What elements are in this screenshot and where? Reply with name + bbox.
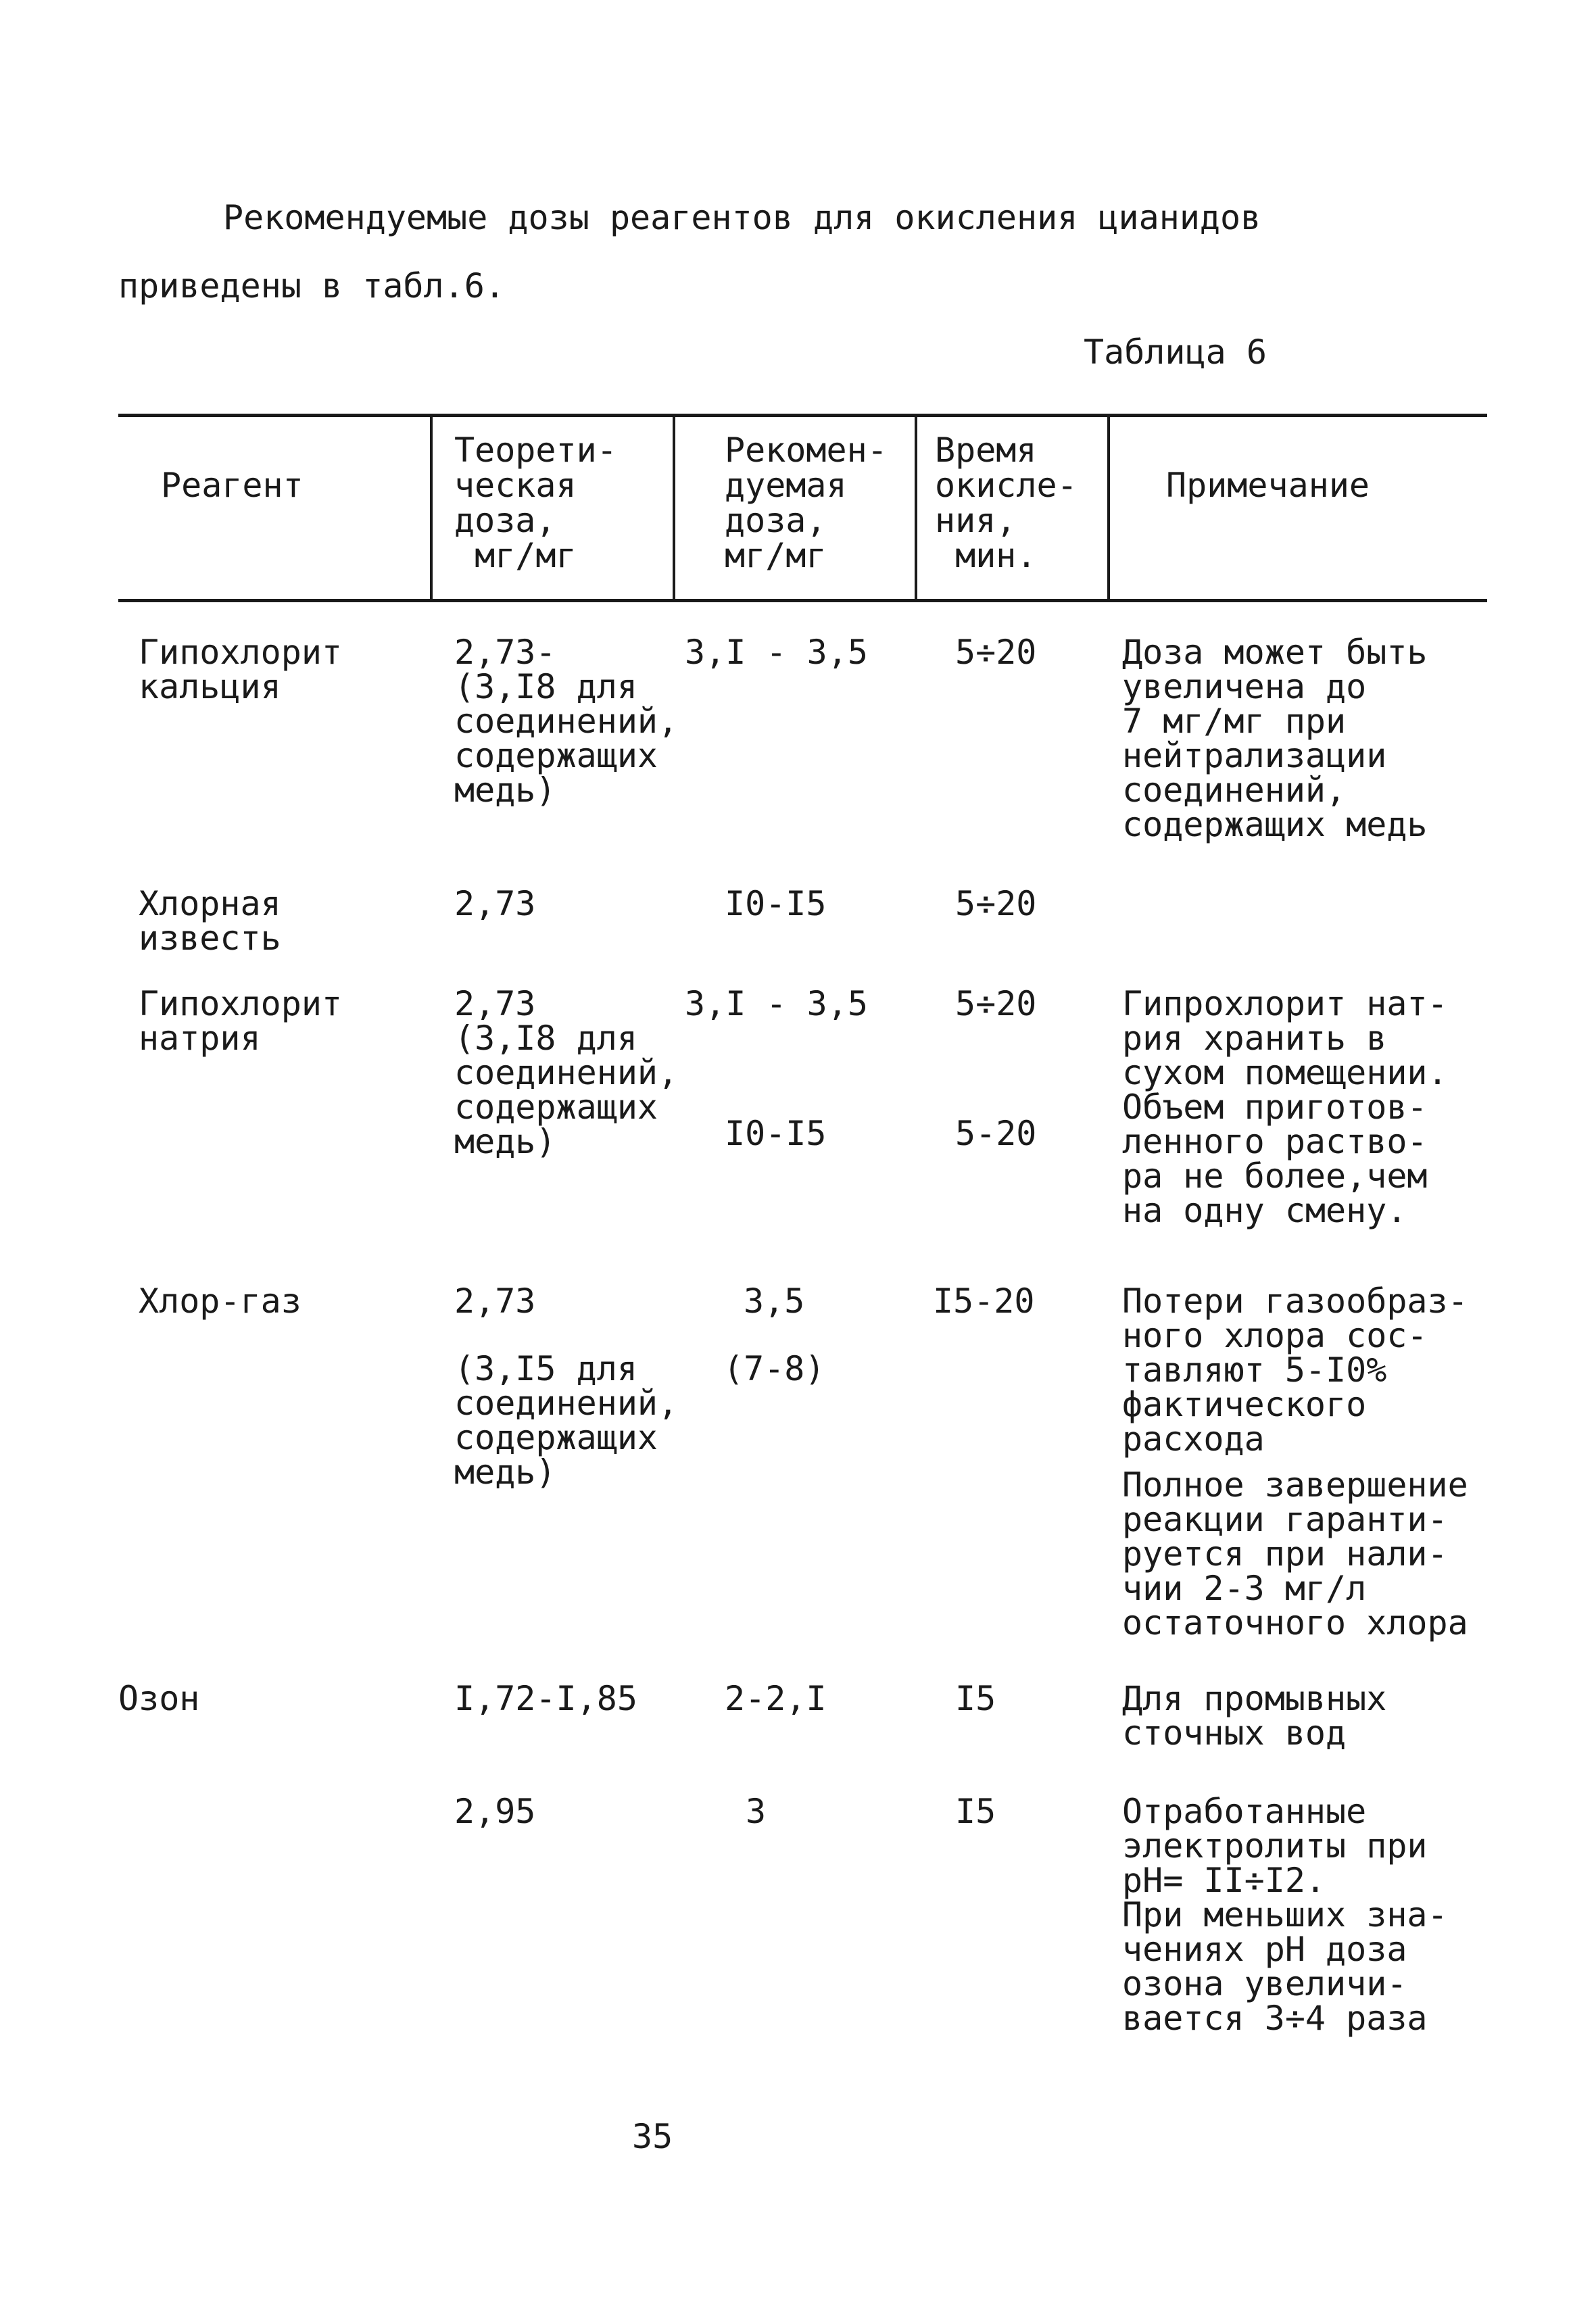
- row-5-note: Для промывных сточных вод: [1122, 1679, 1387, 1753]
- row-4-theoretical-2: (3,I5 для соединений, содержащих медь): [454, 1349, 679, 1492]
- row-5-reagent: Озон: [118, 1679, 200, 1718]
- row-3-time-2: 5-20: [955, 1114, 1037, 1153]
- row-3-reagent: Гипохлорит натрия: [139, 984, 343, 1058]
- row-4-recommended-2: (7-8): [723, 1349, 825, 1388]
- row-6-note: Отработанные электролиты при pH= II÷I2. При меньших зна- чениях pH доза озона увеличи- вается 3÷4 раза: [1122, 1792, 1448, 2038]
- row-4-time: I5-20: [933, 1282, 1035, 1321]
- row-6-time: I5: [955, 1792, 996, 1831]
- row-4-reagent: Хлор-газ: [139, 1282, 301, 1321]
- row-1-note: Доза может быть увеличена до 7 мг/мг при нейтрализации соединений, содержащих медь: [1122, 633, 1428, 844]
- row-3-note: Гипрохлорит нат- рия хранить в сухом помещении. Объем приготов- ленного раство- ра не более,чем на одну смену.: [1122, 984, 1448, 1230]
- row-2-time: 5÷20: [955, 884, 1037, 923]
- header-divider-4: [1107, 417, 1110, 601]
- row-4-theoretical: 2,73: [454, 1282, 536, 1321]
- table-top-rule: [118, 414, 1487, 417]
- table-caption: Таблица 6: [1084, 333, 1267, 372]
- row-4-note-2: Полное завершение реакции гаранти- руется при нали- чии 2-3 мг/л остаточного хлора: [1122, 1465, 1468, 1642]
- row-3-theoretical: 2,73 (3,I8 для соединений, содержащих медь): [454, 984, 679, 1161]
- header-note: Примечание: [1166, 466, 1370, 505]
- row-4-recommended: 3,5: [744, 1282, 805, 1321]
- row-3-time: 5÷20: [955, 984, 1037, 1023]
- row-5-time: I5: [955, 1679, 996, 1718]
- page-number: 35: [632, 2117, 673, 2156]
- row-3-recommended: 3,I - 3,5: [685, 984, 868, 1023]
- intro-line-1: Рекомендуемые дозы реагентов для окисления цианидов: [223, 198, 1261, 237]
- row-5-recommended: 2-2,I: [725, 1679, 827, 1718]
- row-2-reagent: Хлорная известь: [139, 884, 281, 958]
- row-1-time: 5÷20: [955, 633, 1037, 672]
- intro-line-2: приведены в табл.6.: [118, 266, 505, 306]
- header-divider-2: [673, 417, 675, 601]
- header-divider-3: [915, 417, 917, 601]
- row-6-recommended: 3: [746, 1792, 767, 1831]
- row-1-reagent: Гипохлорит кальция: [139, 633, 343, 706]
- header-reagent: Реагент: [161, 466, 304, 505]
- row-2-theoretical: 2,73: [454, 884, 536, 923]
- row-6-theoretical: 2,95: [454, 1792, 536, 1831]
- row-5-theoretical: I,72-I,85: [454, 1679, 637, 1718]
- row-3-recommended-2: I0-I5: [725, 1114, 827, 1153]
- row-1-recommended: 3,I - 3,5: [685, 633, 868, 672]
- header-recommended: Рекомен- дуемая доза, мг/мг: [725, 431, 888, 575]
- header-theoretical: Теорети- ческая доза, мг/мг: [454, 431, 617, 575]
- table-header-rule: [118, 599, 1487, 602]
- header-time: Время окисле- ния, мин.: [935, 431, 1078, 575]
- row-4-note: Потери газообраз- ного хлора сос- тавляют 5-I0% фактического расхода: [1122, 1282, 1468, 1459]
- header-divider-1: [430, 417, 433, 601]
- row-2-recommended: I0-I5: [725, 884, 827, 923]
- row-1-theoretical: 2,73- (3,I8 для соединений, содержащих медь): [454, 633, 679, 810]
